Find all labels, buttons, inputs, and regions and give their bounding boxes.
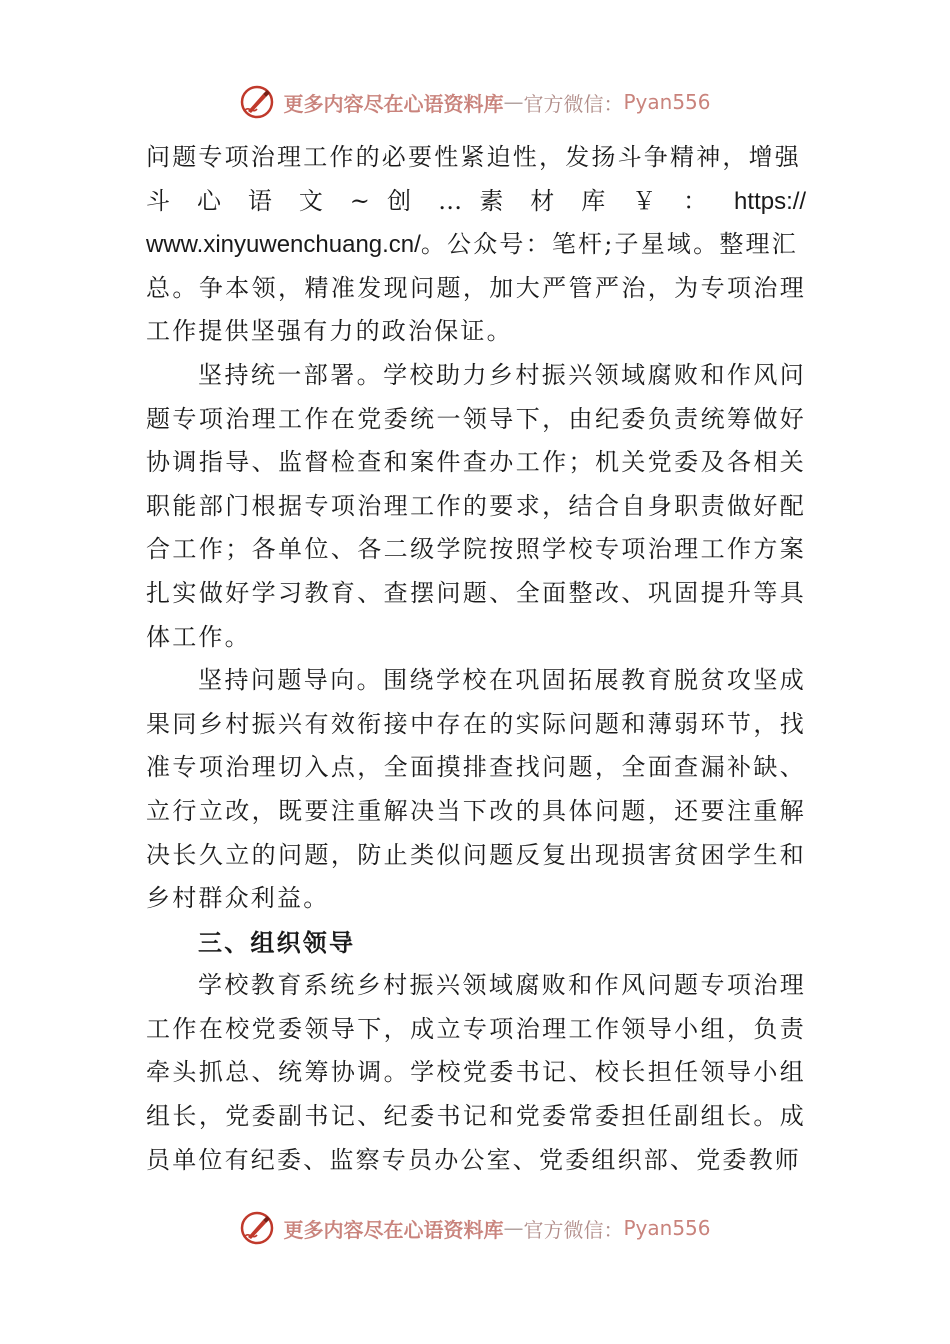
url-prefix: https://: [734, 187, 807, 215]
char: 语: [247, 186, 282, 215]
watermark-separator: —: [503, 90, 524, 114]
char: ￥: [632, 186, 666, 215]
watermark-banner-bottom: [0, 1208, 950, 1248]
paragraph-problem-orientation: 坚持问题导向。围绕学校在巩固拓展教育脱贫攻坚成果同乡村振兴有效衔接中存在的实际问题和薄弱环节，找准专项治理切入点，全面摸排查找问题，全面查漏补缺、立行立改，既要注重解决当下改的具体问题，还要注重解决长久立的问题，防止类似问题反复出现损害贫困学生和乡村群众利益。: [146, 666, 806, 913]
paragraph-1-line-2: [146, 180, 806, 224]
paragraph-organization-leadership: 学校教育系统乡村振兴领域腐败和作风问题专项治理工作在校党委领导下，成立专项治理工作领导小组，负责牵头抓总、统筹协调。学校党委书记、校长担任领导小组组长，党委副书记、纪委书记和党委常委担任副组长。成员单位有纪委、监察专员办公室、党委组织部、党委教师: [146, 971, 806, 1174]
watermark-official-label: 官方微信：: [523, 1217, 624, 1242]
char: …: [438, 186, 463, 215]
watermark-banner-top: [0, 82, 950, 122]
char: ：: [683, 186, 717, 215]
watermark-official-label: 官方微信：: [523, 91, 624, 116]
website-url: www.xinyuwenchuang.cn/: [146, 231, 421, 259]
watermark-title: 更多内容尽在心语资料库: [283, 91, 504, 116]
char: 文: [298, 186, 333, 215]
paragraph-1-tail: 总。争本领，精准发现问题，加大严管严治，为专项治理工作提供坚强有力的政治保证。: [146, 273, 806, 346]
pen-circle-logo-icon: [239, 84, 275, 120]
watermark-wechat-id: Pyan556: [623, 90, 711, 114]
char: 库: [581, 186, 615, 215]
watermark-title: 更多内容尽在心语资料库: [283, 1217, 504, 1242]
paragraph-1-line-1: 问题专项治理工作的必要性紧迫性，发扬斗争精神，增强: [146, 143, 801, 171]
section-heading: 三、组织领导: [198, 927, 356, 957]
char: 斗: [146, 186, 180, 215]
paragraph-unified-deployment: 坚持统一部署。学校助力乡村振兴领域腐败和作风问题专项治理工作在党委统一领导下，由纪委负责统筹做好协调指导、监督检查和案件查办工作；机关党委及各相关职能部门根据专项治理工作的要求，结合自身职责做好配合工作；各单位、各二级学院按照学校专项治理工作方案扎实做好学习教育、查摆问题、全面整改、巩固提升等具体工作。: [146, 360, 806, 651]
watermark-separator: —: [503, 1216, 524, 1240]
paragraph-1-line-3-rest: 。公众号：笔杆;子星域。整理汇: [420, 230, 798, 259]
char: ~: [349, 186, 370, 215]
char: 素: [479, 186, 514, 215]
watermark-wechat-id: Pyan556: [623, 1216, 711, 1240]
document-body: [146, 136, 806, 1182]
char: 材: [530, 186, 564, 215]
paragraph-1-line-3: [146, 223, 806, 267]
char: 创: [387, 186, 421, 215]
pen-circle-logo-icon: [239, 1210, 275, 1246]
char: 心: [196, 186, 231, 215]
